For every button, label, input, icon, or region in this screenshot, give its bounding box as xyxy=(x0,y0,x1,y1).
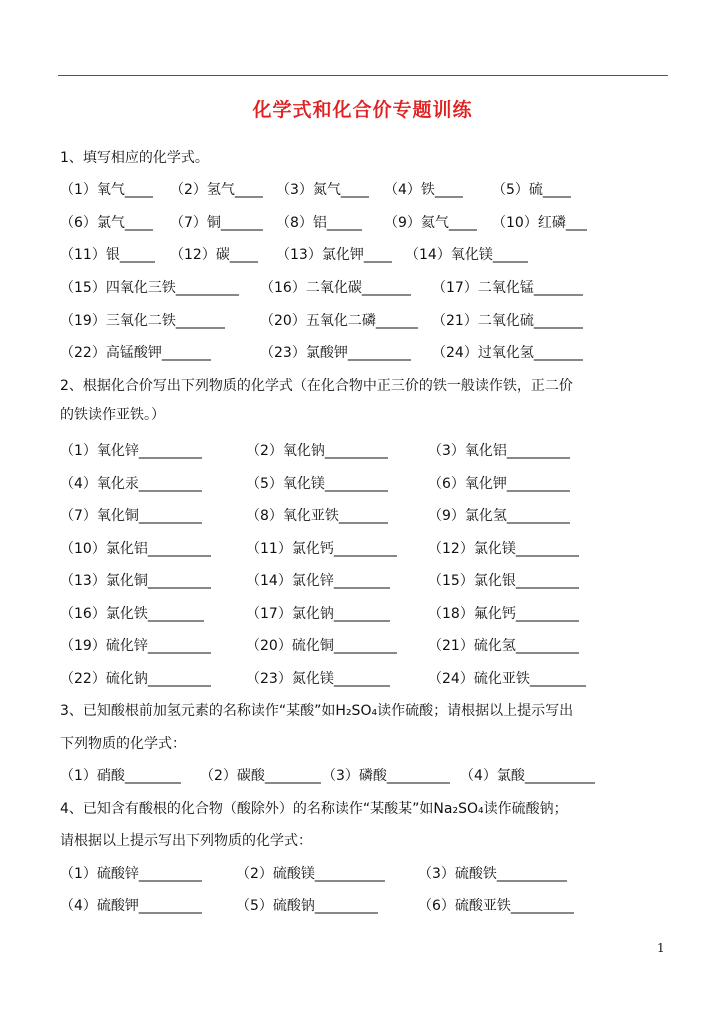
section4-heading-line1: 4、已知含有酸根的化合物（酸除外）的名称读作“某酸某”如Na₂SO₄读作硫酸钠； xyxy=(60,801,568,817)
exercise-item: （4）氧化汞_________ xyxy=(60,476,202,492)
exercise-item: （20）硫化铜_________ xyxy=(246,638,397,654)
exercise-item: （4）硫酸钾_________ xyxy=(60,898,202,914)
exercise-row xyxy=(60,343,620,363)
exercise-item: （24）过氧化氢_______ xyxy=(432,345,583,361)
exercise-item: （21）二氧化硫_______ xyxy=(432,313,583,329)
exercise-row xyxy=(60,213,620,233)
exercise-row xyxy=(60,571,620,591)
exercise-item: （7）铜______ xyxy=(170,215,263,231)
exercise-item: （11）氯化钙_________ xyxy=(246,541,397,557)
section4-heading-line2: 请根据以上提示写出下列物质的化学式： xyxy=(60,833,312,849)
exercise-item: （6）硫酸亚铁_________ xyxy=(418,898,574,914)
header-rule xyxy=(58,75,668,76)
exercise-row xyxy=(60,669,620,689)
exercise-item: （5）氧化镁_________ xyxy=(246,476,388,492)
exercise-item: （5）硫酸钠_________ xyxy=(236,898,378,914)
exercise-item: （1）氧化锌_________ xyxy=(60,443,202,459)
exercise-row xyxy=(60,864,620,884)
exercise-item: （10）红磷___ xyxy=(492,215,587,231)
page-number: 1 xyxy=(657,941,665,955)
page-title: 化学式和化合价专题训练 xyxy=(252,99,473,121)
exercise-row xyxy=(60,766,620,786)
exercise-item: （23）氯酸钾_________ xyxy=(260,345,411,361)
exercise-item: （14）氧化镁_____ xyxy=(405,247,528,263)
exercise-item: （4）铁____ xyxy=(384,182,463,198)
exercise-item: （6）氯气____ xyxy=(60,215,153,231)
exercise-item: （9）氯化氢_________ xyxy=(428,508,570,524)
section3-heading-line1: 3、已知酸根前加氢元素的名称读作“某酸”如H₂SO₄读作硫酸；请根据以上提示写出 xyxy=(60,703,574,719)
exercise-item: （1）硫酸锌_________ xyxy=(60,866,202,882)
exercise-item: （2）硫酸镁__________ xyxy=(236,866,385,882)
exercise-item: （24）硫化亚铁________ xyxy=(428,671,586,687)
exercise-row xyxy=(60,539,620,559)
exercise-row xyxy=(60,311,620,331)
section2-heading-line2: 的铁读作亚铁。） xyxy=(60,407,165,423)
exercise-item: （19）硫化锌_________ xyxy=(60,638,211,654)
exercise-item: （21）硫化氢_________ xyxy=(428,638,579,654)
exercise-item: （2）氢气____ xyxy=(170,182,263,198)
exercise-item: （9）氦气____ xyxy=(384,215,477,231)
exercise-item: （6）氧化钾_________ xyxy=(428,476,570,492)
exercise-item: （16）氯化铁________ xyxy=(60,606,204,622)
exercise-row xyxy=(60,474,620,494)
exercise-row xyxy=(60,245,620,265)
exercise-item: （5）硫____ xyxy=(492,182,571,198)
exercise-item: （1）硝酸________ xyxy=(60,768,181,784)
exercise-item: （7）氧化铜_________ xyxy=(60,508,202,524)
exercise-item: （22）高锰酸钾_______ xyxy=(60,345,211,361)
exercise-item: （4）氯酸__________ xyxy=(460,768,595,784)
exercise-item: （12）碳____ xyxy=(170,247,258,263)
exercise-item: （13）氯化钾____ xyxy=(276,247,392,263)
exercise-item: （18）氟化钙_________ xyxy=(428,606,579,622)
section1-heading: 1、填写相应的化学式。 xyxy=(60,150,209,166)
exercise-item: （3）磷酸_________ xyxy=(322,768,450,784)
exercise-item: （20）五氧化二磷______ xyxy=(260,313,418,329)
exercise-row xyxy=(60,604,620,624)
exercise-item: （11）银_____ xyxy=(60,247,155,263)
exercise-item: （2）氧化钠_________ xyxy=(246,443,388,459)
exercise-item: （1）氧气____ xyxy=(60,182,153,198)
exercise-item: （13）氯化铜_________ xyxy=(60,573,211,589)
exercise-item: （16）二氧化碳_______ xyxy=(260,280,411,296)
exercise-item: （3）氮气____ xyxy=(276,182,369,198)
exercise-row xyxy=(60,278,620,298)
exercise-row xyxy=(60,441,620,461)
section2-heading-line1: 2、根据化合价写出下列物质的化学式（在化合物中正三价的铁一般读作铁，正二价 xyxy=(60,378,573,394)
exercise-item: （3）硫酸铁__________ xyxy=(418,866,567,882)
exercise-row xyxy=(60,896,620,916)
section3-heading-line2: 下列物质的化学式： xyxy=(60,736,186,752)
exercise-row xyxy=(60,636,620,656)
exercise-item: （8）铝_____ xyxy=(276,215,362,231)
exercise-item: （8）氧化亚铁_______ xyxy=(246,508,388,524)
exercise-row xyxy=(60,506,620,526)
exercise-item: （19）三氧化二铁_______ xyxy=(60,313,225,329)
exercise-item: （2）碳酸________ xyxy=(200,768,321,784)
exercise-item: （15）氯化银_________ xyxy=(428,573,579,589)
exercise-item: （10）氯化铝_________ xyxy=(60,541,211,557)
exercise-row xyxy=(60,180,620,200)
exercise-item: （17）二氧化锰_______ xyxy=(432,280,583,296)
exercise-item: （12）氯化镁_________ xyxy=(428,541,579,557)
exercise-item: （23）氮化镁________ xyxy=(246,671,390,687)
exercise-item: （3）氧化铝_________ xyxy=(428,443,570,459)
exercise-item: （22）硫化钠_________ xyxy=(60,671,211,687)
exercise-item: （17）氯化钠________ xyxy=(246,606,390,622)
exercise-item: （14）氯化锌________ xyxy=(246,573,390,589)
exercise-item: （15）四氧化三铁_________ xyxy=(60,280,239,296)
